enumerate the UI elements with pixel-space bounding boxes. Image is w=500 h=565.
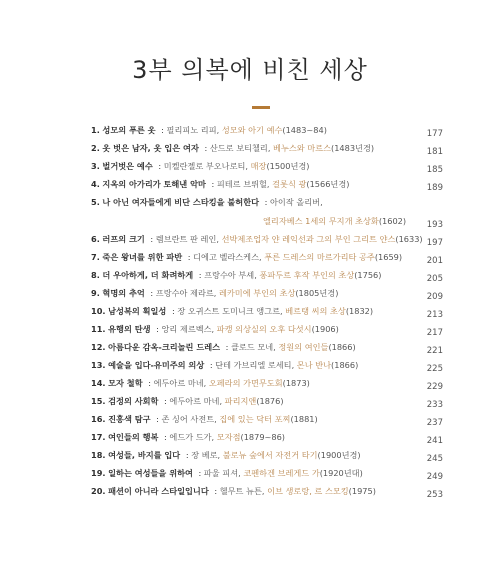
- toc-entry: [91, 124, 443, 142]
- entry-title: 검정의 사회학: [108, 396, 159, 406]
- entry-work: 집에 있는 닥터 포찌: [219, 414, 291, 424]
- entry-number: 2.: [91, 143, 100, 153]
- entry-number: 4.: [91, 179, 100, 189]
- entry-page: 189: [426, 183, 443, 193]
- entry-work: 파리지앤: [224, 396, 257, 406]
- toc-entry: [91, 431, 443, 449]
- entry-separator: :: [161, 432, 170, 442]
- entry-artist: 장 오귀스트 도미니크 앵그르,: [177, 306, 286, 316]
- entry-title: 모자 철학: [108, 378, 143, 388]
- entry-year: (1975): [348, 486, 376, 496]
- entry-separator: :: [158, 125, 167, 135]
- entry-year: (1876): [256, 396, 284, 406]
- toc-entry: [91, 142, 443, 160]
- entry-page: 201: [426, 256, 443, 266]
- entry-year: (1483년경): [331, 143, 375, 153]
- entry-continuation: [263, 215, 406, 227]
- entry-work: 정원의 여인들: [278, 342, 329, 352]
- entry-separator: :: [153, 324, 162, 334]
- entry-title: 지옥의 아가리가 토해낸 악마: [102, 179, 206, 189]
- entry-year: (1900년경): [317, 450, 361, 460]
- entry-artist: 아이작 올리버,: [270, 197, 323, 207]
- entry-title: 혁명의 추억: [102, 288, 145, 298]
- entry-page: 205: [426, 274, 443, 284]
- entry-artist: 미켈란젤로 부오나로티,: [163, 161, 251, 171]
- entry-separator: :: [201, 143, 210, 153]
- entry-number: 10.: [91, 306, 106, 316]
- entry-title: 더 우아하게, 더 화려하게: [102, 270, 194, 280]
- entry-work: 레카미에 부인의 초상: [218, 288, 296, 298]
- entry-number: 16.: [91, 414, 106, 424]
- toc-entry: [91, 196, 443, 233]
- entry-separator: :: [185, 252, 194, 262]
- entry-artist: 필리피노 리피,: [166, 125, 222, 135]
- entry-work: 베누스와 마르스: [273, 143, 331, 153]
- entry-number: 6.: [91, 234, 100, 244]
- entry-number: 5.: [91, 197, 100, 207]
- entry-number: 3.: [91, 161, 100, 171]
- entry-number: 17.: [91, 432, 106, 442]
- entry-number: 12.: [91, 342, 106, 352]
- toc-entry: [91, 341, 443, 359]
- entry-year: (1756): [354, 270, 382, 280]
- toc-entry: [91, 287, 443, 305]
- entry-title: 여인들의 행복: [108, 432, 159, 442]
- entry-artist: 파울 피셔,: [203, 468, 244, 478]
- toc-entry: [91, 233, 443, 251]
- entry-artist: 피테르 브뤼헐,: [216, 179, 273, 189]
- entry-number: 8.: [91, 270, 100, 280]
- entry-separator: :: [183, 450, 192, 460]
- entry-work: 매장: [250, 161, 267, 171]
- toc-entry: [91, 377, 443, 395]
- entry-page: 253: [426, 490, 443, 500]
- entry-number: 13.: [91, 360, 106, 370]
- toc-entry: [91, 269, 443, 287]
- entry-title: 벌거벗은 예수: [102, 161, 153, 171]
- entry-work: 푸른 드레스의 마르가리타 공주: [264, 252, 375, 262]
- entry-separator: :: [207, 360, 216, 370]
- toc-entry: [91, 413, 443, 431]
- entry-work: 걸롯식 광: [272, 179, 307, 189]
- entry-page: 229: [426, 382, 443, 392]
- entry-title: 여성들, 바지를 입다: [108, 450, 181, 460]
- entry-work: 이브 생로랑, 르 스모킹: [267, 486, 349, 496]
- entry-artist: 앙리 제르벡스,: [161, 324, 217, 334]
- entry-year: (1805년경): [295, 288, 339, 298]
- entry-title: 성모의 푸른 옷: [102, 125, 156, 135]
- entry-page: 193: [426, 220, 443, 230]
- entry-year: (1500년경): [266, 161, 310, 171]
- toc-entry: [91, 323, 443, 341]
- entry-year: (1920년대): [319, 468, 363, 478]
- toc-entry: [91, 251, 443, 269]
- entry-number: 18.: [91, 450, 106, 460]
- entry-separator: :: [211, 486, 220, 496]
- part-title: 3부 의복에 비친 세상: [132, 56, 368, 84]
- entry-artist: 단테 가브리엘 로세티,: [215, 360, 297, 370]
- entry-page: 177: [426, 129, 443, 139]
- entry-title: 옷 벗은 남자, 옷 입은 여자: [102, 143, 199, 153]
- toc-entry: [91, 449, 443, 467]
- entry-artist: 장 베로,: [191, 450, 223, 460]
- entry-title: 일하는 여성들을 위하여: [108, 468, 193, 478]
- entry-artist: 존 싱어 사전트,: [161, 414, 220, 424]
- entry-year: (1866): [328, 342, 356, 352]
- toc-entry: [91, 160, 443, 178]
- table-of-contents: [91, 124, 443, 503]
- entry-number: 14.: [91, 378, 106, 388]
- entry-year: (1566년경): [306, 179, 350, 189]
- entry-year: (1866): [331, 360, 359, 370]
- entry-page: 245: [426, 454, 443, 464]
- entry-separator: :: [155, 161, 164, 171]
- toc-entry: [91, 395, 443, 413]
- entry-year: (1659): [374, 252, 403, 262]
- entry-work: 불로뉴 숲에서 자전거 타기: [222, 450, 318, 460]
- entry-artist: 에드가 드가,: [169, 432, 217, 442]
- entry-work: 선박제조업자 얀 레익선과 그의 부인 그리트 얀스: [221, 234, 396, 244]
- entry-separator: :: [147, 234, 156, 244]
- entry-year: (1873): [282, 378, 310, 388]
- entry-title: 아름다운 감옥-크리놀린 드레스: [108, 342, 221, 352]
- entry-page: 197: [426, 238, 443, 248]
- toc-entry: [91, 359, 443, 377]
- entry-work: 베르탱 씨의 초상: [285, 306, 346, 316]
- toc-entry: [91, 305, 443, 323]
- entry-work: 오페라의 가면무도회: [208, 378, 283, 388]
- entry-work: 엘리자베스 1세의 무지개 초상화: [263, 216, 379, 226]
- entry-separator: :: [196, 270, 205, 280]
- entry-page: 233: [426, 400, 443, 410]
- entry-page: 217: [426, 328, 443, 338]
- entry-number: 7.: [91, 252, 100, 262]
- entry-number: 20.: [91, 486, 106, 496]
- entry-artist: 에두아르 마네,: [169, 396, 225, 406]
- entry-artist: 에두아르 마네,: [153, 378, 209, 388]
- entry-separator: :: [145, 378, 154, 388]
- entry-title: 나 아닌 여자들에게 비단 스타킹을 불허한다: [102, 197, 260, 207]
- entry-title: 패션이 아니라 스타일입니다: [108, 486, 209, 496]
- entry-separator: :: [208, 179, 217, 189]
- entry-page: 249: [426, 472, 443, 482]
- entry-year: (1879~86): [240, 432, 286, 442]
- entry-artist: 프랑수아 제라르,: [155, 288, 219, 298]
- entry-artist: 클로드 모네,: [231, 342, 279, 352]
- entry-separator: :: [161, 396, 170, 406]
- entry-separator: :: [153, 414, 162, 424]
- entry-number: 15.: [91, 396, 106, 406]
- toc-entry: [91, 467, 443, 485]
- entry-title: 유행의 탄생: [108, 324, 151, 334]
- entry-year: (1832): [345, 306, 374, 316]
- entry-title: 러프의 크기: [102, 234, 145, 244]
- entry-separator: :: [147, 288, 156, 298]
- entry-title: 죽은 왕녀를 위한 파반: [102, 252, 183, 262]
- entry-page: 213: [426, 310, 443, 320]
- entry-work: 퐁파두르 후작 부인의 초상: [259, 270, 355, 280]
- entry-artist: 산드로 보티첼리,: [209, 143, 274, 153]
- entry-year: (1483~84): [282, 125, 327, 135]
- entry-year: (1633): [395, 234, 423, 244]
- entry-work: 성모와 아기 예수: [221, 125, 283, 135]
- entry-separator: :: [195, 468, 204, 478]
- entry-number: 1.: [91, 125, 100, 135]
- entry-artist: 디에고 벨라스케스,: [193, 252, 265, 262]
- entry-year: (1602): [378, 216, 407, 226]
- entry-artist: 헬무트 뉴튼,: [219, 486, 268, 496]
- entry-number: 19.: [91, 468, 106, 478]
- entry-page: 209: [426, 292, 443, 302]
- entry-number: 11.: [91, 324, 106, 334]
- entry-title: 예술을 입다-유미주의 의상: [108, 360, 205, 370]
- entry-page: 185: [426, 165, 443, 175]
- entry-work: 파캥 의상실의 오후 다섯시: [216, 324, 312, 334]
- entry-work: 코펜하겐 브레게드 가: [243, 468, 320, 478]
- entry-number: 9.: [91, 288, 100, 298]
- entry-work: 몬나 반나: [296, 360, 332, 370]
- entry-page: 221: [426, 346, 443, 356]
- toc-entry: [91, 485, 443, 503]
- entry-separator: :: [169, 306, 178, 316]
- title-divider: [252, 106, 270, 109]
- entry-title: 진홍색 탐구: [108, 414, 151, 424]
- entry-artist: 렘브란트 판 레인,: [155, 234, 222, 244]
- entry-separator: :: [262, 197, 271, 207]
- entry-title: 남성복의 획일성: [108, 306, 167, 316]
- toc-entry: [91, 178, 443, 196]
- entry-page: 241: [426, 436, 443, 446]
- entry-page: 181: [426, 147, 443, 157]
- entry-page: 237: [426, 418, 443, 428]
- entry-artist: 프랑수아 부셰,: [204, 270, 260, 280]
- entry-year: (1881): [290, 414, 318, 424]
- entry-year: (1906): [311, 324, 339, 334]
- entry-work: 모자점: [216, 432, 241, 442]
- entry-separator: :: [223, 342, 232, 352]
- entry-page: 225: [426, 364, 443, 374]
